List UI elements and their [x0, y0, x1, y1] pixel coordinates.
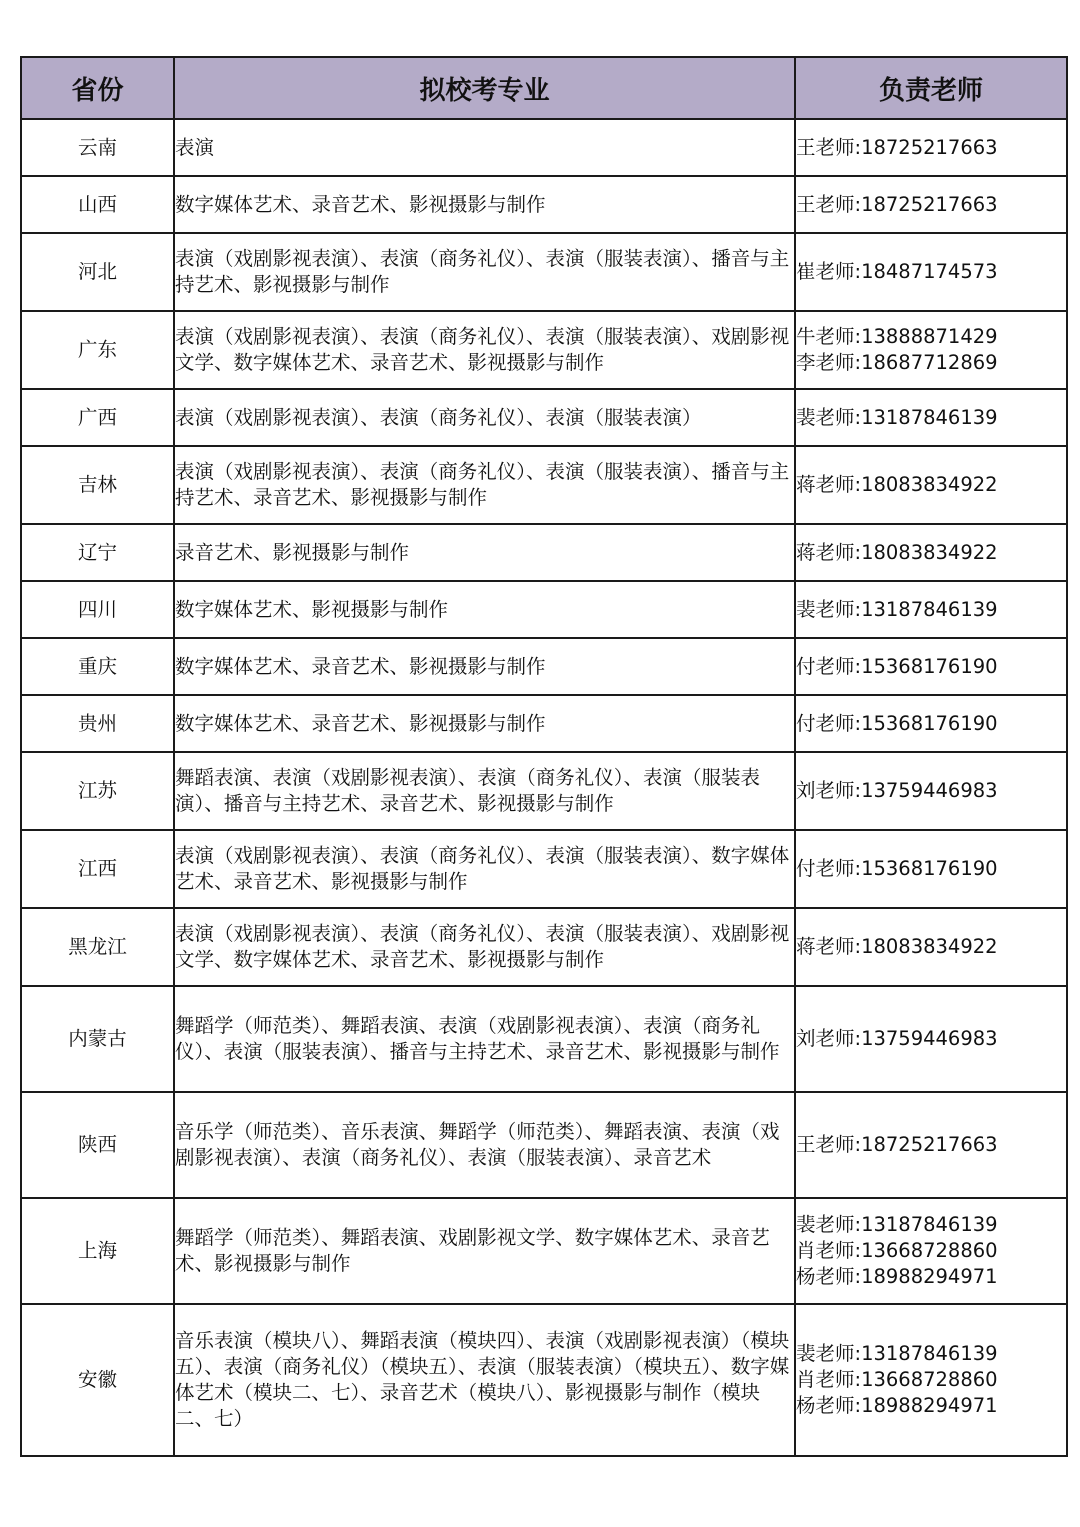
province-cell: 广西	[21, 389, 174, 446]
teacher-cell: 王老师:18725217663	[795, 176, 1067, 233]
teacher-cell: 刘老师:13759446983	[795, 986, 1067, 1092]
table-row	[21, 176, 1067, 233]
province-cell: 安徽	[21, 1304, 174, 1456]
header-province: 省份	[21, 57, 174, 119]
teacher-cell: 付老师:15368176190	[795, 695, 1067, 752]
teacher-cell: 蒋老师:18083834922	[795, 908, 1067, 986]
teacher-cell: 付老师:15368176190	[795, 830, 1067, 908]
table-row	[21, 524, 1067, 581]
province-cell: 陕西	[21, 1092, 174, 1198]
province-cell: 江西	[21, 830, 174, 908]
major-teacher-table	[20, 56, 1068, 1457]
teacher-cell: 刘老师:13759446983	[795, 752, 1067, 830]
header-row	[21, 57, 1067, 119]
province-cell: 重庆	[21, 638, 174, 695]
major-cell: 表演（戏剧影视表演）、表演（商务礼仪）、表演（服装表演）、戏剧影视文学、数字媒体艺术、录音艺术、影视摄影与制作	[174, 908, 795, 986]
table-row	[21, 986, 1067, 1092]
major-cell: 数字媒体艺术、录音艺术、影视摄影与制作	[174, 638, 795, 695]
province-cell: 山西	[21, 176, 174, 233]
province-cell: 广东	[21, 311, 174, 389]
province-cell: 四川	[21, 581, 174, 638]
table-row	[21, 581, 1067, 638]
province-cell: 辽宁	[21, 524, 174, 581]
province-cell: 内蒙古	[21, 986, 174, 1092]
table-row	[21, 752, 1067, 830]
teacher-cell: 付老师:15368176190	[795, 638, 1067, 695]
header-teacher: 负责老师	[795, 57, 1067, 119]
province-cell: 黑龙江	[21, 908, 174, 986]
major-cell: 音乐学（师范类）、音乐表演、舞蹈学（师范类）、舞蹈表演、表演（戏剧影视表演）、表演（商务礼仪）、表演（服装表演）、录音艺术	[174, 1092, 795, 1198]
teacher-cell: 王老师:18725217663	[795, 1092, 1067, 1198]
major-cell: 舞蹈表演、表演（戏剧影视表演）、表演（商务礼仪）、表演（服装表演）、播音与主持艺术、录音艺术、影视摄影与制作	[174, 752, 795, 830]
major-cell: 表演（戏剧影视表演）、表演（商务礼仪）、表演（服装表演）、播音与主持艺术、影视摄影与制作	[174, 233, 795, 311]
province-cell: 吉林	[21, 446, 174, 524]
teacher-cell: 裴老师:13187846139 肖老师:13668728860 杨老师:18988294971	[795, 1304, 1067, 1456]
major-cell: 表演	[174, 119, 795, 176]
province-cell: 河北	[21, 233, 174, 311]
major-cell: 数字媒体艺术、影视摄影与制作	[174, 581, 795, 638]
major-cell: 表演（戏剧影视表演）、表演（商务礼仪）、表演（服装表演）	[174, 389, 795, 446]
teacher-cell: 蒋老师:18083834922	[795, 524, 1067, 581]
table-row	[21, 446, 1067, 524]
teacher-cell: 蒋老师:18083834922	[795, 446, 1067, 524]
major-cell: 表演（戏剧影视表演）、表演（商务礼仪）、表演（服装表演）、戏剧影视文学、数字媒体艺术、录音艺术、影视摄影与制作	[174, 311, 795, 389]
table-row	[21, 908, 1067, 986]
major-cell: 音乐表演（模块八）、舞蹈表演（模块四）、表演（戏剧影视表演）（模块五）、表演（商务礼仪）（模块五）、表演（服装表演）（模块五）、数字媒体艺术（模块二、七）、录音艺术（模块八）、影视摄影与制作（模块二、七）	[174, 1304, 795, 1456]
table-row	[21, 1304, 1067, 1456]
table-body	[21, 119, 1067, 1456]
province-cell: 贵州	[21, 695, 174, 752]
table-row	[21, 233, 1067, 311]
major-cell: 表演（戏剧影视表演）、表演（商务礼仪）、表演（服装表演）、播音与主持艺术、录音艺术、影视摄影与制作	[174, 446, 795, 524]
table-row	[21, 1092, 1067, 1198]
table-row	[21, 638, 1067, 695]
table-row	[21, 695, 1067, 752]
teacher-cell: 裴老师:13187846139	[795, 581, 1067, 638]
teacher-cell: 裴老师:13187846139 肖老师:13668728860 杨老师:18988294971	[795, 1198, 1067, 1304]
table-row	[21, 119, 1067, 176]
major-cell: 数字媒体艺术、录音艺术、影视摄影与制作	[174, 695, 795, 752]
major-cell: 录音艺术、影视摄影与制作	[174, 524, 795, 581]
teacher-cell: 裴老师:13187846139	[795, 389, 1067, 446]
province-cell: 云南	[21, 119, 174, 176]
major-cell: 数字媒体艺术、录音艺术、影视摄影与制作	[174, 176, 795, 233]
province-cell: 上海	[21, 1198, 174, 1304]
province-cell: 江苏	[21, 752, 174, 830]
teacher-cell: 牛老师:13888871429 李老师:18687712869	[795, 311, 1067, 389]
teacher-cell: 崔老师:18487174573	[795, 233, 1067, 311]
header-major: 拟校考专业	[174, 57, 795, 119]
table-row	[21, 311, 1067, 389]
major-cell: 舞蹈学（师范类）、舞蹈表演、戏剧影视文学、数字媒体艺术、录音艺术、影视摄影与制作	[174, 1198, 795, 1304]
table-row	[21, 830, 1067, 908]
table-row	[21, 389, 1067, 446]
table-row	[21, 1198, 1067, 1304]
teacher-cell: 王老师:18725217663	[795, 119, 1067, 176]
major-cell: 舞蹈学（师范类）、舞蹈表演、表演（戏剧影视表演）、表演（商务礼仪）、表演（服装表演）、播音与主持艺术、录音艺术、影视摄影与制作	[174, 986, 795, 1092]
major-cell: 表演（戏剧影视表演）、表演（商务礼仪）、表演（服装表演）、数字媒体艺术、录音艺术、影视摄影与制作	[174, 830, 795, 908]
